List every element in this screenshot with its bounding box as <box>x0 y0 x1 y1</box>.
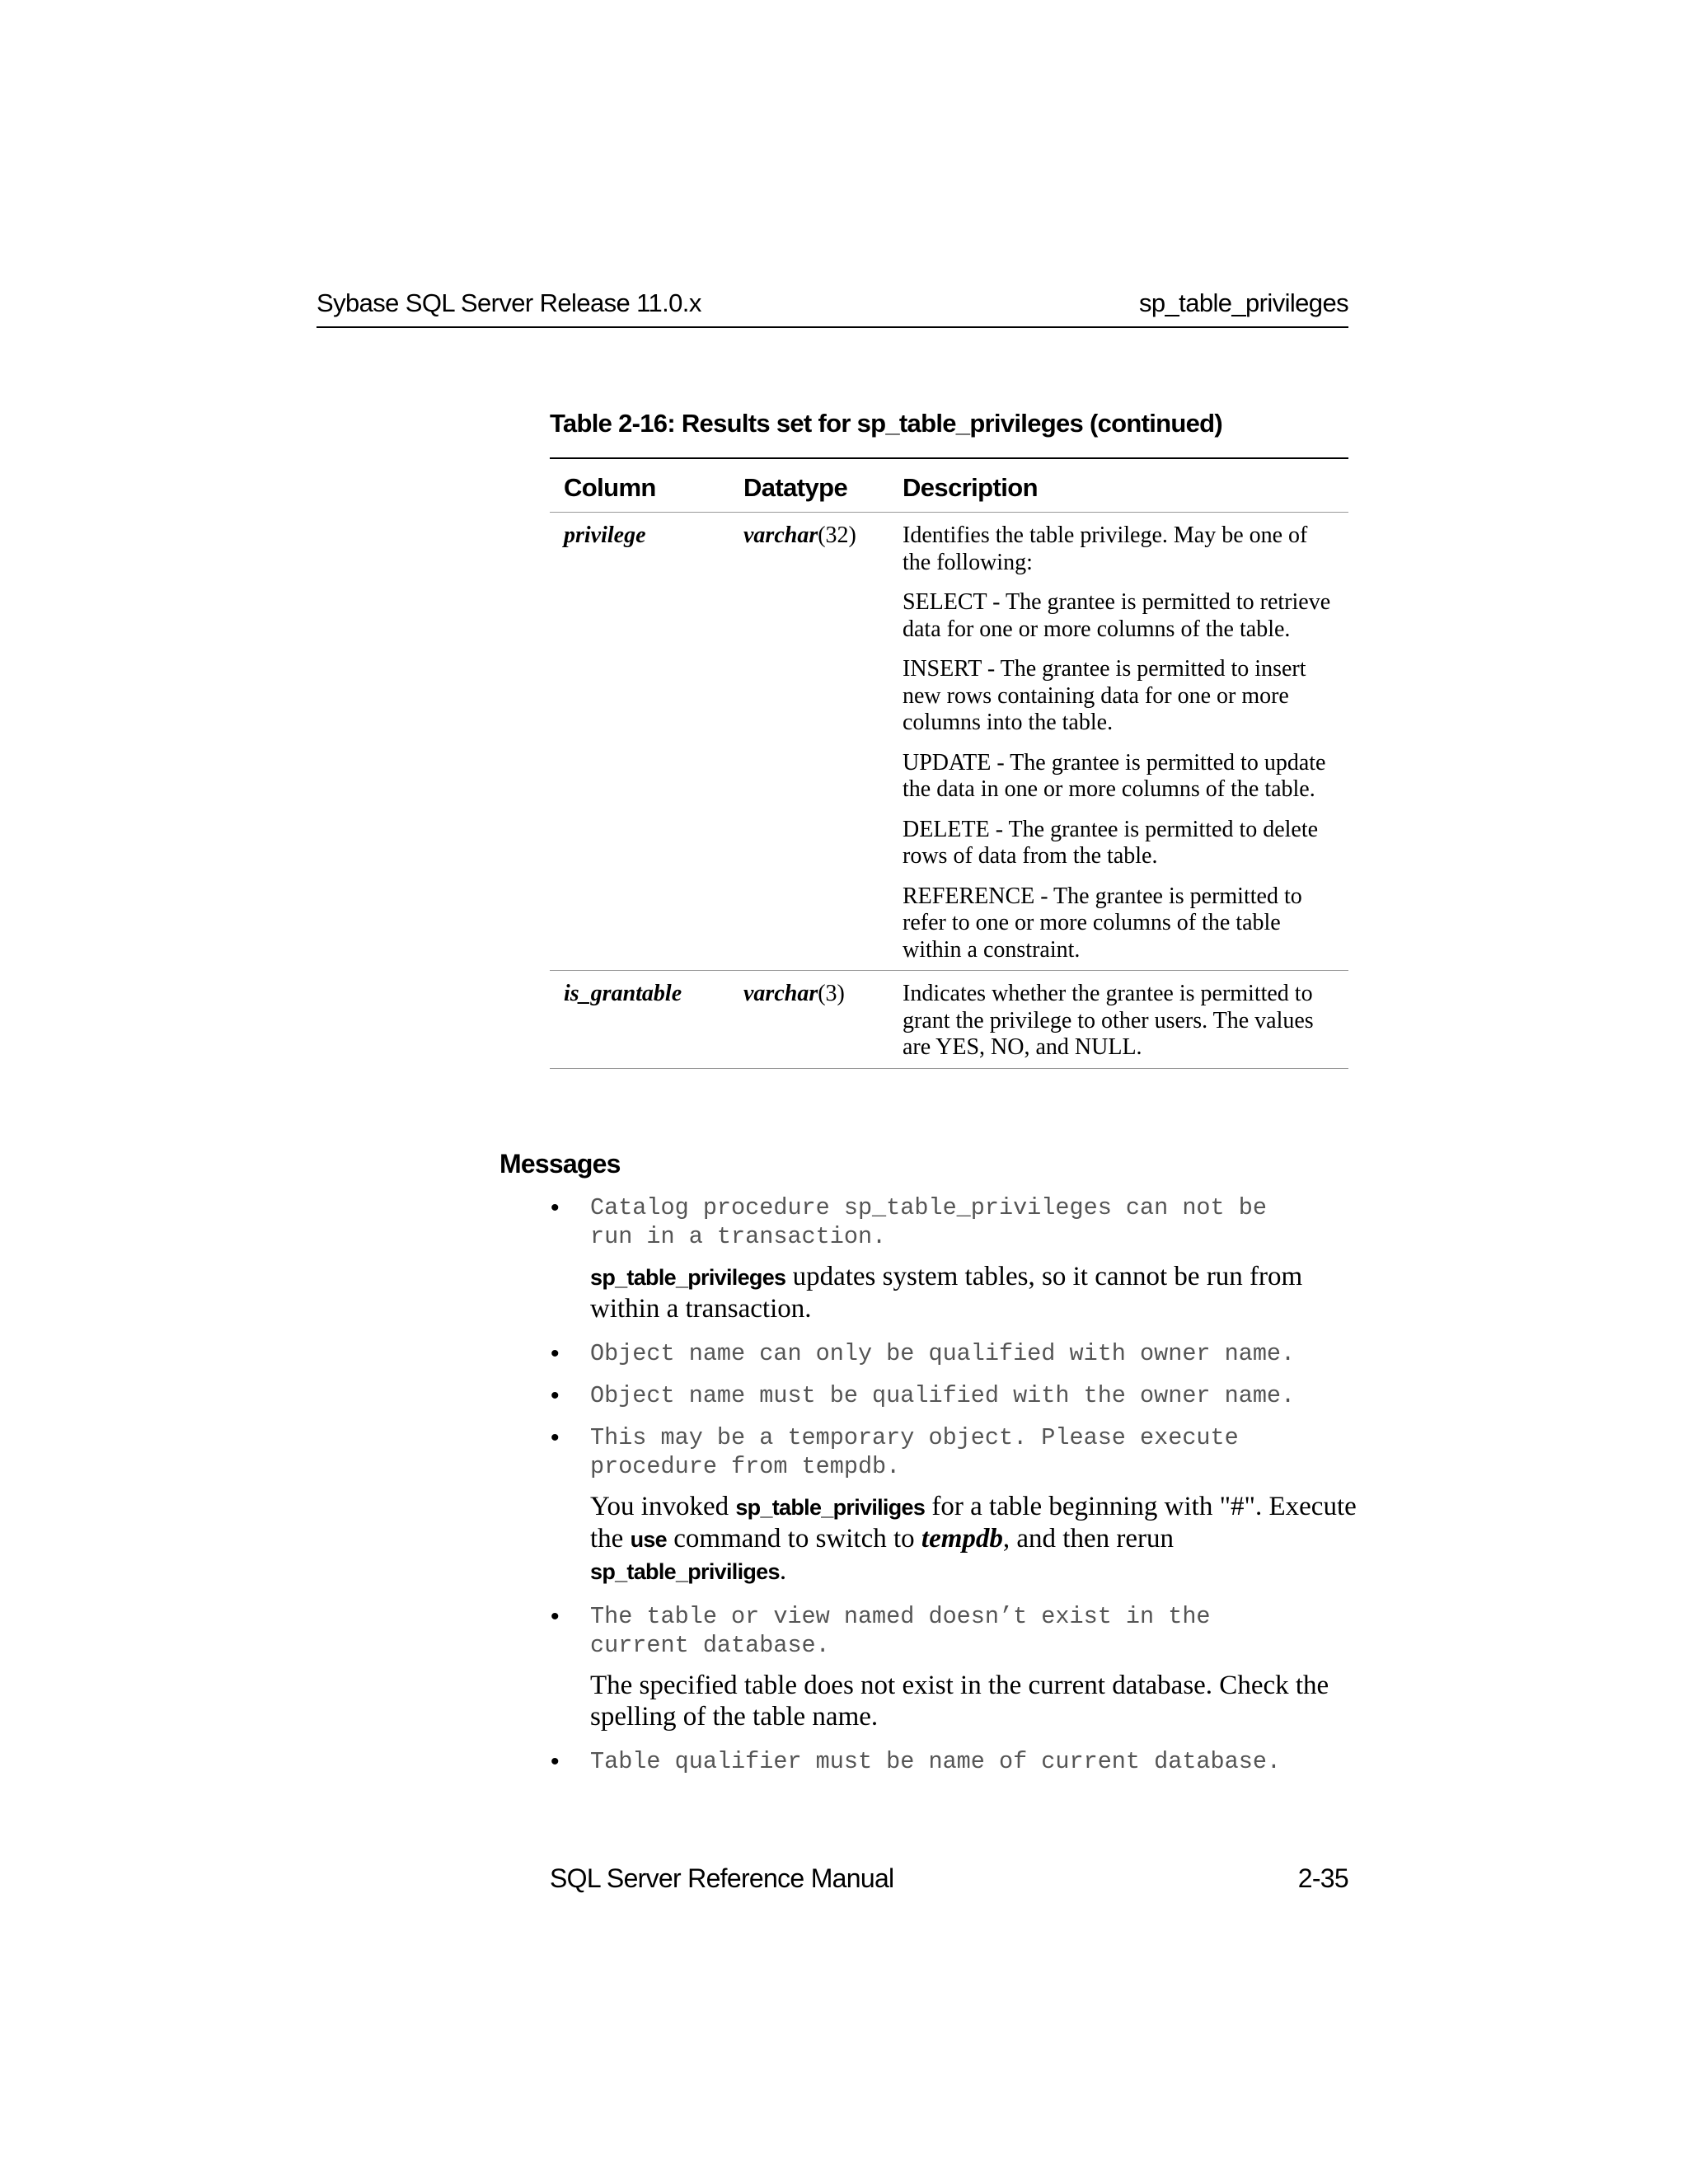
description-paragraph: DELETE - The grantee is permitted to delete rows of data from the table. <box>903 816 1319 869</box>
running-header <box>316 288 1348 328</box>
header-section-title: sp_table_privileges <box>1139 288 1348 317</box>
table-row-is-grantable <box>550 971 1348 1069</box>
bullet-icon: • <box>551 1603 560 1630</box>
explanation-text: . <box>779 1556 787 1586</box>
description-paragraph: REFERENCE - The grantee is permitted to refer to one or more columns of the table within a constraint. <box>903 883 1302 963</box>
command-name: sp_table_privileges <box>590 1265 786 1290</box>
bullet-icon: • <box>551 1424 560 1451</box>
message-code: Catalog procedure sp_table_privileges can not be run in a transaction. <box>590 1194 1267 1250</box>
cell-description <box>903 513 1348 970</box>
bullet-icon: • <box>551 1340 560 1367</box>
explanation-text: , and then rerun <box>1002 1524 1174 1554</box>
explanation-text: command to switch to <box>667 1524 921 1554</box>
table-caption: Table 2-16: Results set for sp_table_privileges (continued) <box>550 409 1223 438</box>
message-explanation <box>590 1261 1375 1324</box>
command-name: sp_table_priviliges <box>735 1495 926 1520</box>
message-item <box>551 1602 1375 1732</box>
description-paragraph: Identifies the table privilege. May be one of the following: <box>903 523 1308 575</box>
message-item <box>551 1381 1375 1410</box>
datatype-name: varchar <box>743 523 818 548</box>
footer-manual-title: SQL Server Reference Manual <box>550 1863 894 1893</box>
column-header-column: Column <box>564 473 656 502</box>
message-item <box>551 1339 1375 1368</box>
command-name: sp_table_priviliges <box>590 1559 780 1584</box>
explanation-text: You invoked <box>590 1492 736 1521</box>
table-row-privilege <box>550 513 1348 971</box>
explanation-text: updates system tables, so it cannot be run from within a transaction. <box>590 1262 1303 1324</box>
message-item <box>551 1193 1375 1324</box>
datatype-size: (32) <box>818 523 856 548</box>
header-release-title: Sybase SQL Server Release 11.0.x <box>316 288 701 317</box>
message-explanation <box>590 1491 1375 1587</box>
column-header-description: Description <box>903 473 1038 502</box>
results-table <box>550 457 1348 1069</box>
column-header-datatype: Datatype <box>743 473 848 502</box>
description-paragraph: UPDATE - The grantee is permitted to update the data in one or more columns of the table. <box>903 749 1326 802</box>
table-header-row <box>550 459 1348 513</box>
message-code: The table or view named doesn’t exist in the current database. <box>590 1603 1211 1659</box>
message-code: Object name can only be qualified with owner name. <box>590 1340 1296 1367</box>
description-paragraph: INSERT - The grantee is permitted to insert new rows containing data for one or more columns into the table. <box>903 656 1306 735</box>
message-code: Table qualifier must be name of current database. <box>590 1748 1282 1775</box>
command-name: use <box>630 1527 668 1552</box>
message-item <box>551 1747 1375 1776</box>
footer-page-number: 2-35 <box>1297 1863 1348 1893</box>
datatype-size: (3) <box>818 981 845 1006</box>
message-code: This may be a temporary object. Please execute procedure from tempdb. <box>590 1424 1239 1480</box>
message-item <box>551 1423 1375 1587</box>
message-code: Object name must be qualified with the owner name. <box>590 1382 1296 1409</box>
description-paragraph: Indicates whether the grantee is permitted to grant the privilege to other users. The values are YES, NO, and NULL. <box>903 981 1314 1060</box>
description-paragraph: SELECT - The grantee is permitted to retrieve data for one or more columns of the table. <box>903 589 1331 642</box>
cell-column-name: is_grantable <box>564 981 682 1006</box>
message-explanation: The specified table does not exist in the current database. Check the spelling of the table name. <box>590 1671 1329 1732</box>
messages-list <box>551 1193 1375 1776</box>
bullet-icon: • <box>551 1382 560 1409</box>
explanation-text: for a table beginning with "#". Execute the <box>590 1492 1357 1554</box>
cell-datatype <box>743 523 856 549</box>
bullet-icon: • <box>551 1194 560 1221</box>
datatype-name: varchar <box>743 981 818 1006</box>
messages-heading: Messages <box>499 1149 621 1179</box>
bullet-icon: • <box>551 1748 560 1775</box>
cell-datatype <box>743 981 845 1007</box>
database-name: tempdb <box>921 1524 1003 1554</box>
cell-description <box>903 971 1348 1068</box>
cell-column-name: privilege <box>564 523 646 548</box>
